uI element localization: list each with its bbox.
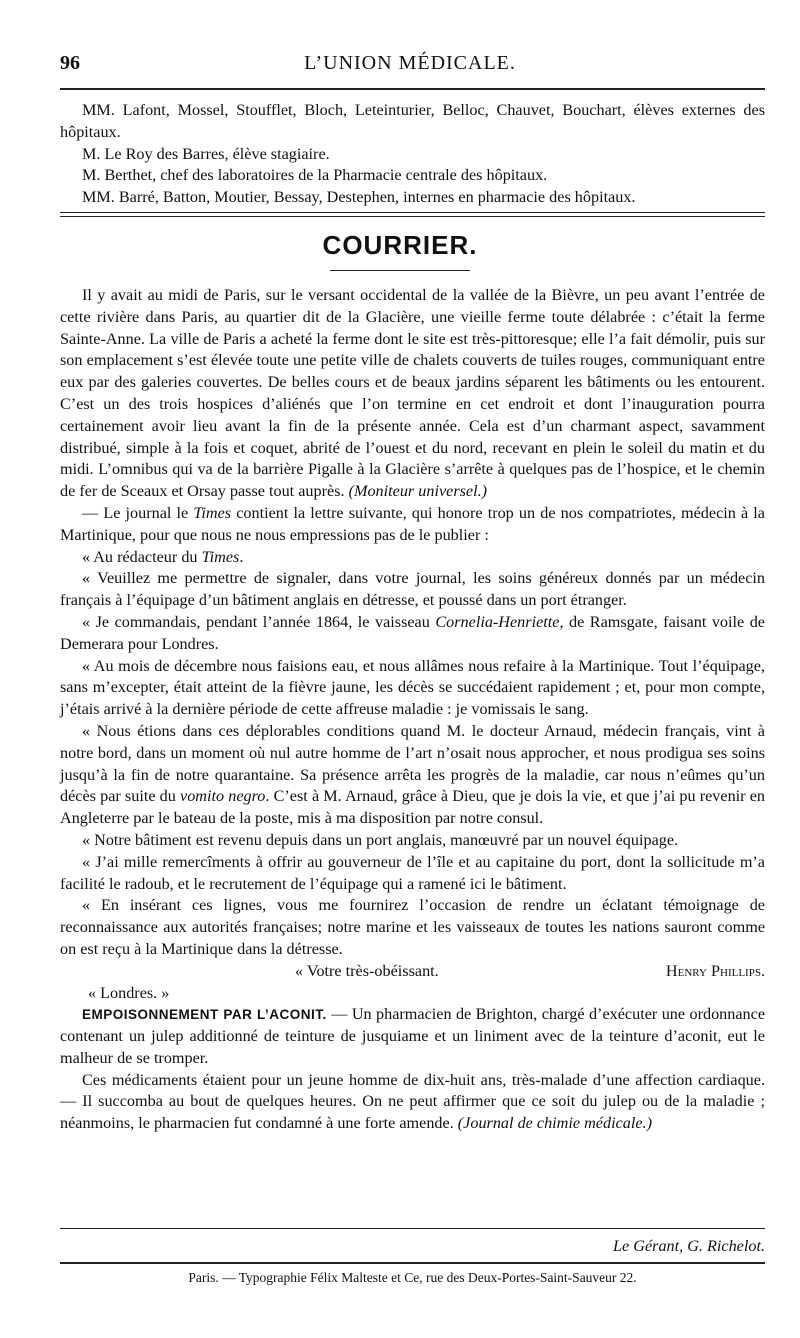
paragraph-hospice: Il y avait au midi de Paris, sur le versant occidental de la vallée de la Bièvre, un peu avant l’entrée de cette rivière dans Paris, au quartier dit de la Glacière, une vieille ferme toute délabrée : c’était la ferme Sainte-Anne. La ville de Paris a acheté la ferme dont le site est très-pittoresque; elle l’a fait démolir, puis sur son emplacement s’est élevée toute une petite ville de chalets couverts de tuiles rouges, communiquant entre eux par des galeries couvertes. De belles cours et de beaux jardins séparent les bâtiments ou les entourent. C’est un des trois hospices d’aliénés que l’on termine en cet endroit et dont l’inauguration pourra certainement avoir lieu avant la fin de la présente année. Cela est d’un charmant aspect, savamment distribué, simple à la fois et coquet, abrité de l’ouest et du nord, recevant en plein le soleil du matin et du midi. L’omnibus qui va de la barrière Pigalle à la Glacière s’arrête à quelques pas de l’hospice, et le chemin de fer de Sceaux et Orsay passe tout auprès. (Moniteur universel.)	[60, 286, 765, 501]
letter-paragraph: « Notre bâtiment est revenu depuis dans un port anglais, manœuvré par un nouvel équipage.	[82, 830, 679, 849]
letter-paragraph: « Au mois de décembre nous faisions eau, et nous allâmes nous refaire à la Martinique. Tout l’équipage, sans m’excepter, était atteint de la fièvre jaune, les décès se succédaient rapidement ; et, pour mon compte, j’étais arrivé à la dernière période de cette affreuse maladie : je vomissais le sang.	[60, 656, 765, 719]
running-title: L’UNION MÉDICALE.	[304, 52, 516, 74]
section-title: COURRIER.	[322, 230, 478, 260]
paragraph-times-intro: — Le journal le Times contient la lettre suivante, qui honore trop un de nos compatriotes, médecin à la Martinique, pour que nous ne nous empressions pas de le publier :	[60, 503, 765, 544]
imprint: Paris. — Typographie Félix Malteste et Ce, rue des Deux-Portes-Saint-Sauveur 22.	[188, 1270, 637, 1285]
courrier-body	[60, 285, 765, 1135]
paragraph-aconit: EMPOISONNEMENT PAR L’ACONIT. — Un pharmacien de Brighton, chargé d’exécuter une ordonnance contenant un julep additionné de teinture de jusquiame et un liniment avec de la teinture d’aconit, eut le malheur de se tromper.	[60, 1005, 766, 1067]
signature: Henry Phillips.	[665, 961, 765, 980]
gerant-line: Le Gérant, G. Richelot.	[613, 1237, 765, 1255]
header-rule	[60, 88, 765, 90]
paragraph-aconit-2: Ces médicaments étaient pour un jeune homme de dix-huit ans, très-malade d’une affection cardiaque. — Il succomba au bout de quelques heures. On ne peut affirmer que ce soit du julep ou de la maladie ; néanmoins, le pharmacien fut condamné à une forte amende. (Journal de chimie médicale.)	[60, 1070, 765, 1133]
article-heading: EMPOISONNEMENT PAR L’ACONIT.	[82, 1007, 327, 1023]
page-header	[60, 52, 760, 82]
list-item: MM. Barré, Batton, Moutier, Bessay, Destephen, internes en pharmacie des hôpitaux.	[82, 188, 636, 207]
list-item: M. Berthet, chef des laboratoires de la Pharmacie centrale des hôpitaux.	[82, 166, 548, 185]
letter-paragraph: « En insérant ces lignes, vous me fournirez l’occasion de rendre un éclatant témoignage de reconnaissance aux autorités françaises; notre marine et les vaisseaux de toutes les nations sauront comme on est reçu à la Martinique dans la détresse.	[60, 896, 765, 958]
letter-paragraph: « J’ai mille remercîments à offrir au gouverneur de l’île et au capitaine du port, dont la sollicitude m’a facilité le radoub, et le recrutement de l’équipage qui a ramené ici le bâtiment.	[60, 852, 765, 893]
source-citation: (Moniteur universel.)	[348, 482, 488, 501]
letter-closing	[60, 961, 765, 983]
page-number: 96	[60, 52, 80, 74]
title-underline	[330, 270, 470, 271]
letter-paragraph: « Je commandais, pendant l’année 1864, le vaisseau Cornelia-Henriette, de Ramsgate, faisant voile de Demerara pour Londres.	[60, 612, 765, 653]
letter-paragraph: « Nous étions dans ces déplorables conditions quand M. le docteur Arnaud, médecin français, vint à notre bord, dans un moment où nul autre homme de l’art n’osait nous approcher, et nous prodigua ses soins jusqu’à la fin de notre quarantaine. Sa présence arrêta les progrès de la maladie, car nous n’eûmes qu’un décès par suite du vomito negro. C’est à M. Arnaud, grâce à Dieu, que je dois la vie, et que j’ai pu revenir en Angleterre par le bateau de la poste, mis à ma disposition par notre consul.	[60, 721, 765, 828]
staff-list	[60, 100, 765, 209]
section-rule-top	[60, 212, 765, 213]
section-rule-top-2	[60, 216, 765, 217]
letter-place: « Londres. »	[88, 983, 170, 1002]
footer-rule-2	[60, 1262, 765, 1264]
source-citation: (Journal de chimie médicale.)	[457, 1114, 652, 1133]
letter-paragraph: « Veuillez me permettre de signaler, dans votre journal, les soins généreux donnés par un médecin français à l’équipage d’un bâtiment anglais en détresse, et poussé dans un port étranger.	[60, 569, 765, 610]
list-item: MM. Lafont, Mossel, Stoufflet, Bloch, Leteinturier, Belloc, Chauvet, Bouchart, élèves externes des hôpitaux.	[60, 101, 765, 141]
letter-salutation: « Au rédacteur du Times.	[82, 547, 244, 566]
list-item: M. Le Roy des Barres, élève stagiaire.	[82, 144, 330, 163]
closing-formula: « Votre très-obéissant.	[295, 961, 439, 980]
footer-rule	[60, 1228, 765, 1229]
